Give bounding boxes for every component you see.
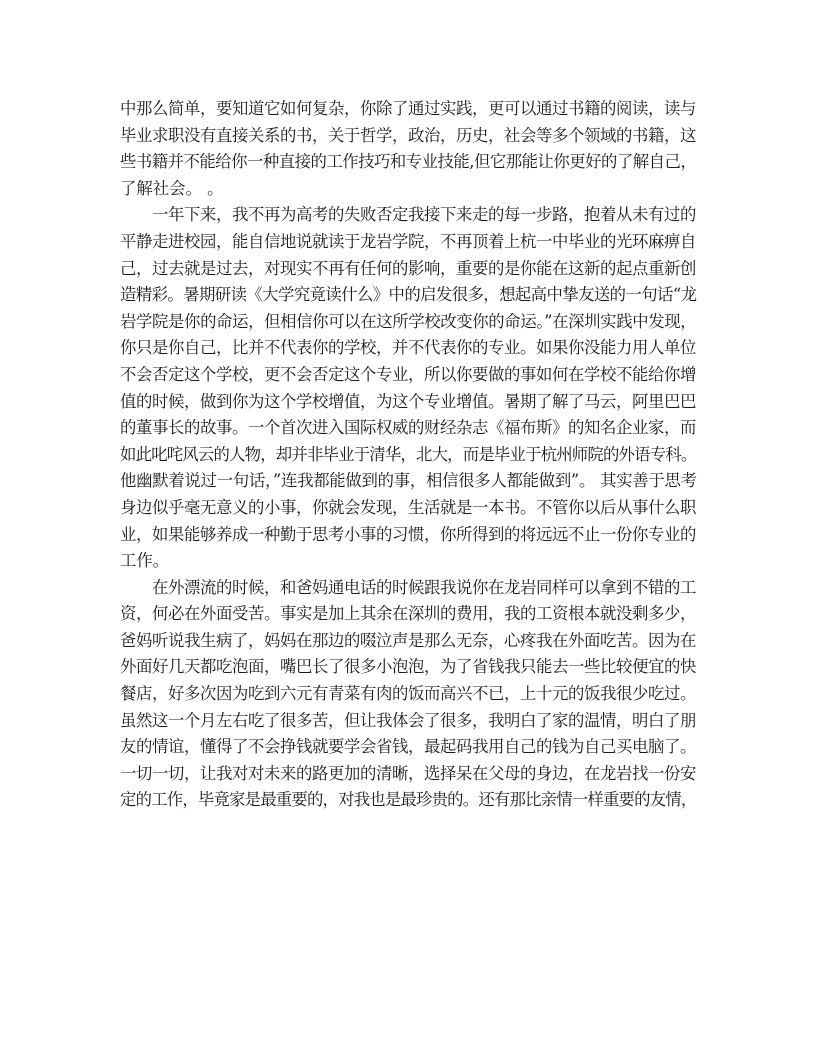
text-line: 外面好几天都吃泡面，嘴巴长了很多小泡泡，为了省钱我只能去一些比较便宜的快 (120, 657, 697, 677)
text-line: 平静走进校园，能自信地说就读于龙岩学院，不再顶着上杭一中毕业的光环麻痹自 (120, 231, 697, 251)
text-line: 不会否定这个学校，更不会否定这个专业，所以你要做的事如何在学校不能给你增 (120, 364, 697, 384)
text-line: 业，如果能够养成一种勤于思考小事的习惯，你所得到的将远远不止一份你专业的 (120, 524, 697, 544)
text-line: 一切一切，让我对对未来的路更加的清晰，选择呆在父母的身边，在龙岩找一份安 (120, 763, 697, 783)
text-line: 资，何必在外面受苦。事实是加上其余在深圳的费用，我的工资根本就没剩多少， (120, 604, 697, 624)
text-line: 爸妈听说我生病了，妈妈在那边的啜泣声是那么无奈，心疼我在外面吃苦。因为在 (120, 630, 697, 650)
text-line: 些书籍并不能给你一种直接的工作技巧和专业技能,但它那能让你更好的了解自己， (120, 152, 697, 172)
text-line: 了解社会。 。 (120, 178, 224, 198)
paragraph-2 (120, 202, 696, 574)
paragraph-3 (120, 575, 696, 814)
text-line: 身边似乎毫无意义的小事，你就会发现，生活就是一本书。不管你以后从事什么职 (120, 497, 697, 517)
text-line: 岩学院是你的命运，但相信你可以在这所学校改变你的命运。”在深圳实践中发现， (120, 311, 697, 331)
text-line: 如此叱咤风云的人物，却并非毕业于清华，北大，而是毕业于杭州师院的外语专科。 (120, 444, 697, 464)
text-line: 你只是你自己，比并不代表你的学校，并不代表你的专业。如果你没能力用人单位 (120, 338, 697, 358)
text-line: 一年下来，我不再为高考的失败否定我接下来走的每一步路，抱着从未有过的 (120, 205, 697, 225)
text-line: 造精彩。暑期研读《大学究竟读什么》中的启发很多，想起高中挚友送的一句话“龙 (120, 285, 697, 305)
text-line: 己，过去就是过去，对现实不再有任何的影响，重要的是你能在这新的起点重新创 (120, 258, 697, 278)
text-line: 定的工作，毕竟家是最重要的，对我也是最珍贵的。还有那比亲情一样重要的友情， (120, 790, 697, 810)
text-line: 在外漂流的时候，和爸妈通电话的时候跟我说你在龙岩同样可以拿到不错的工 (120, 577, 697, 597)
text-line: 中那么简单，要知道它如何复杂，你除了通过实践，更可以通过书籍的阅读，读与 (120, 99, 697, 118)
text-line: 工作。 (120, 551, 170, 571)
text-line: 他幽默着说过一句话，”连我都能做到的事，相信很多人都能做到”。 其实善于思考 (120, 471, 697, 491)
body-text (120, 96, 696, 814)
text-line: 毕业求职没有直接关系的书，关于哲学，政治，历史，社会等多个领域的书籍，这 (120, 125, 697, 145)
text-line: 的董事长的故事。一个首次进入国际权威的财经杂志《福布斯》的知名企业家，而 (120, 418, 697, 438)
text-line: 值的时候，做到你为这个学校增值，为这个专业增值。暑期了解了马云，阿里巴巴 (120, 391, 697, 411)
text-line: 友的情谊，懂得了不会挣钱就要学会省钱，最起码我用自己的钱为自己买电脑了。 (120, 737, 697, 757)
text-line: 虽然这一个月左右吃了很多苦，但让我体会了很多，我明白了家的温情，明白了朋 (120, 710, 697, 730)
paragraph-1 (120, 96, 696, 202)
text-line: 餐店，好多次因为吃到六元有青菜有肉的饭而高兴不已，上十元的饭我很少吃过。 (120, 684, 697, 704)
